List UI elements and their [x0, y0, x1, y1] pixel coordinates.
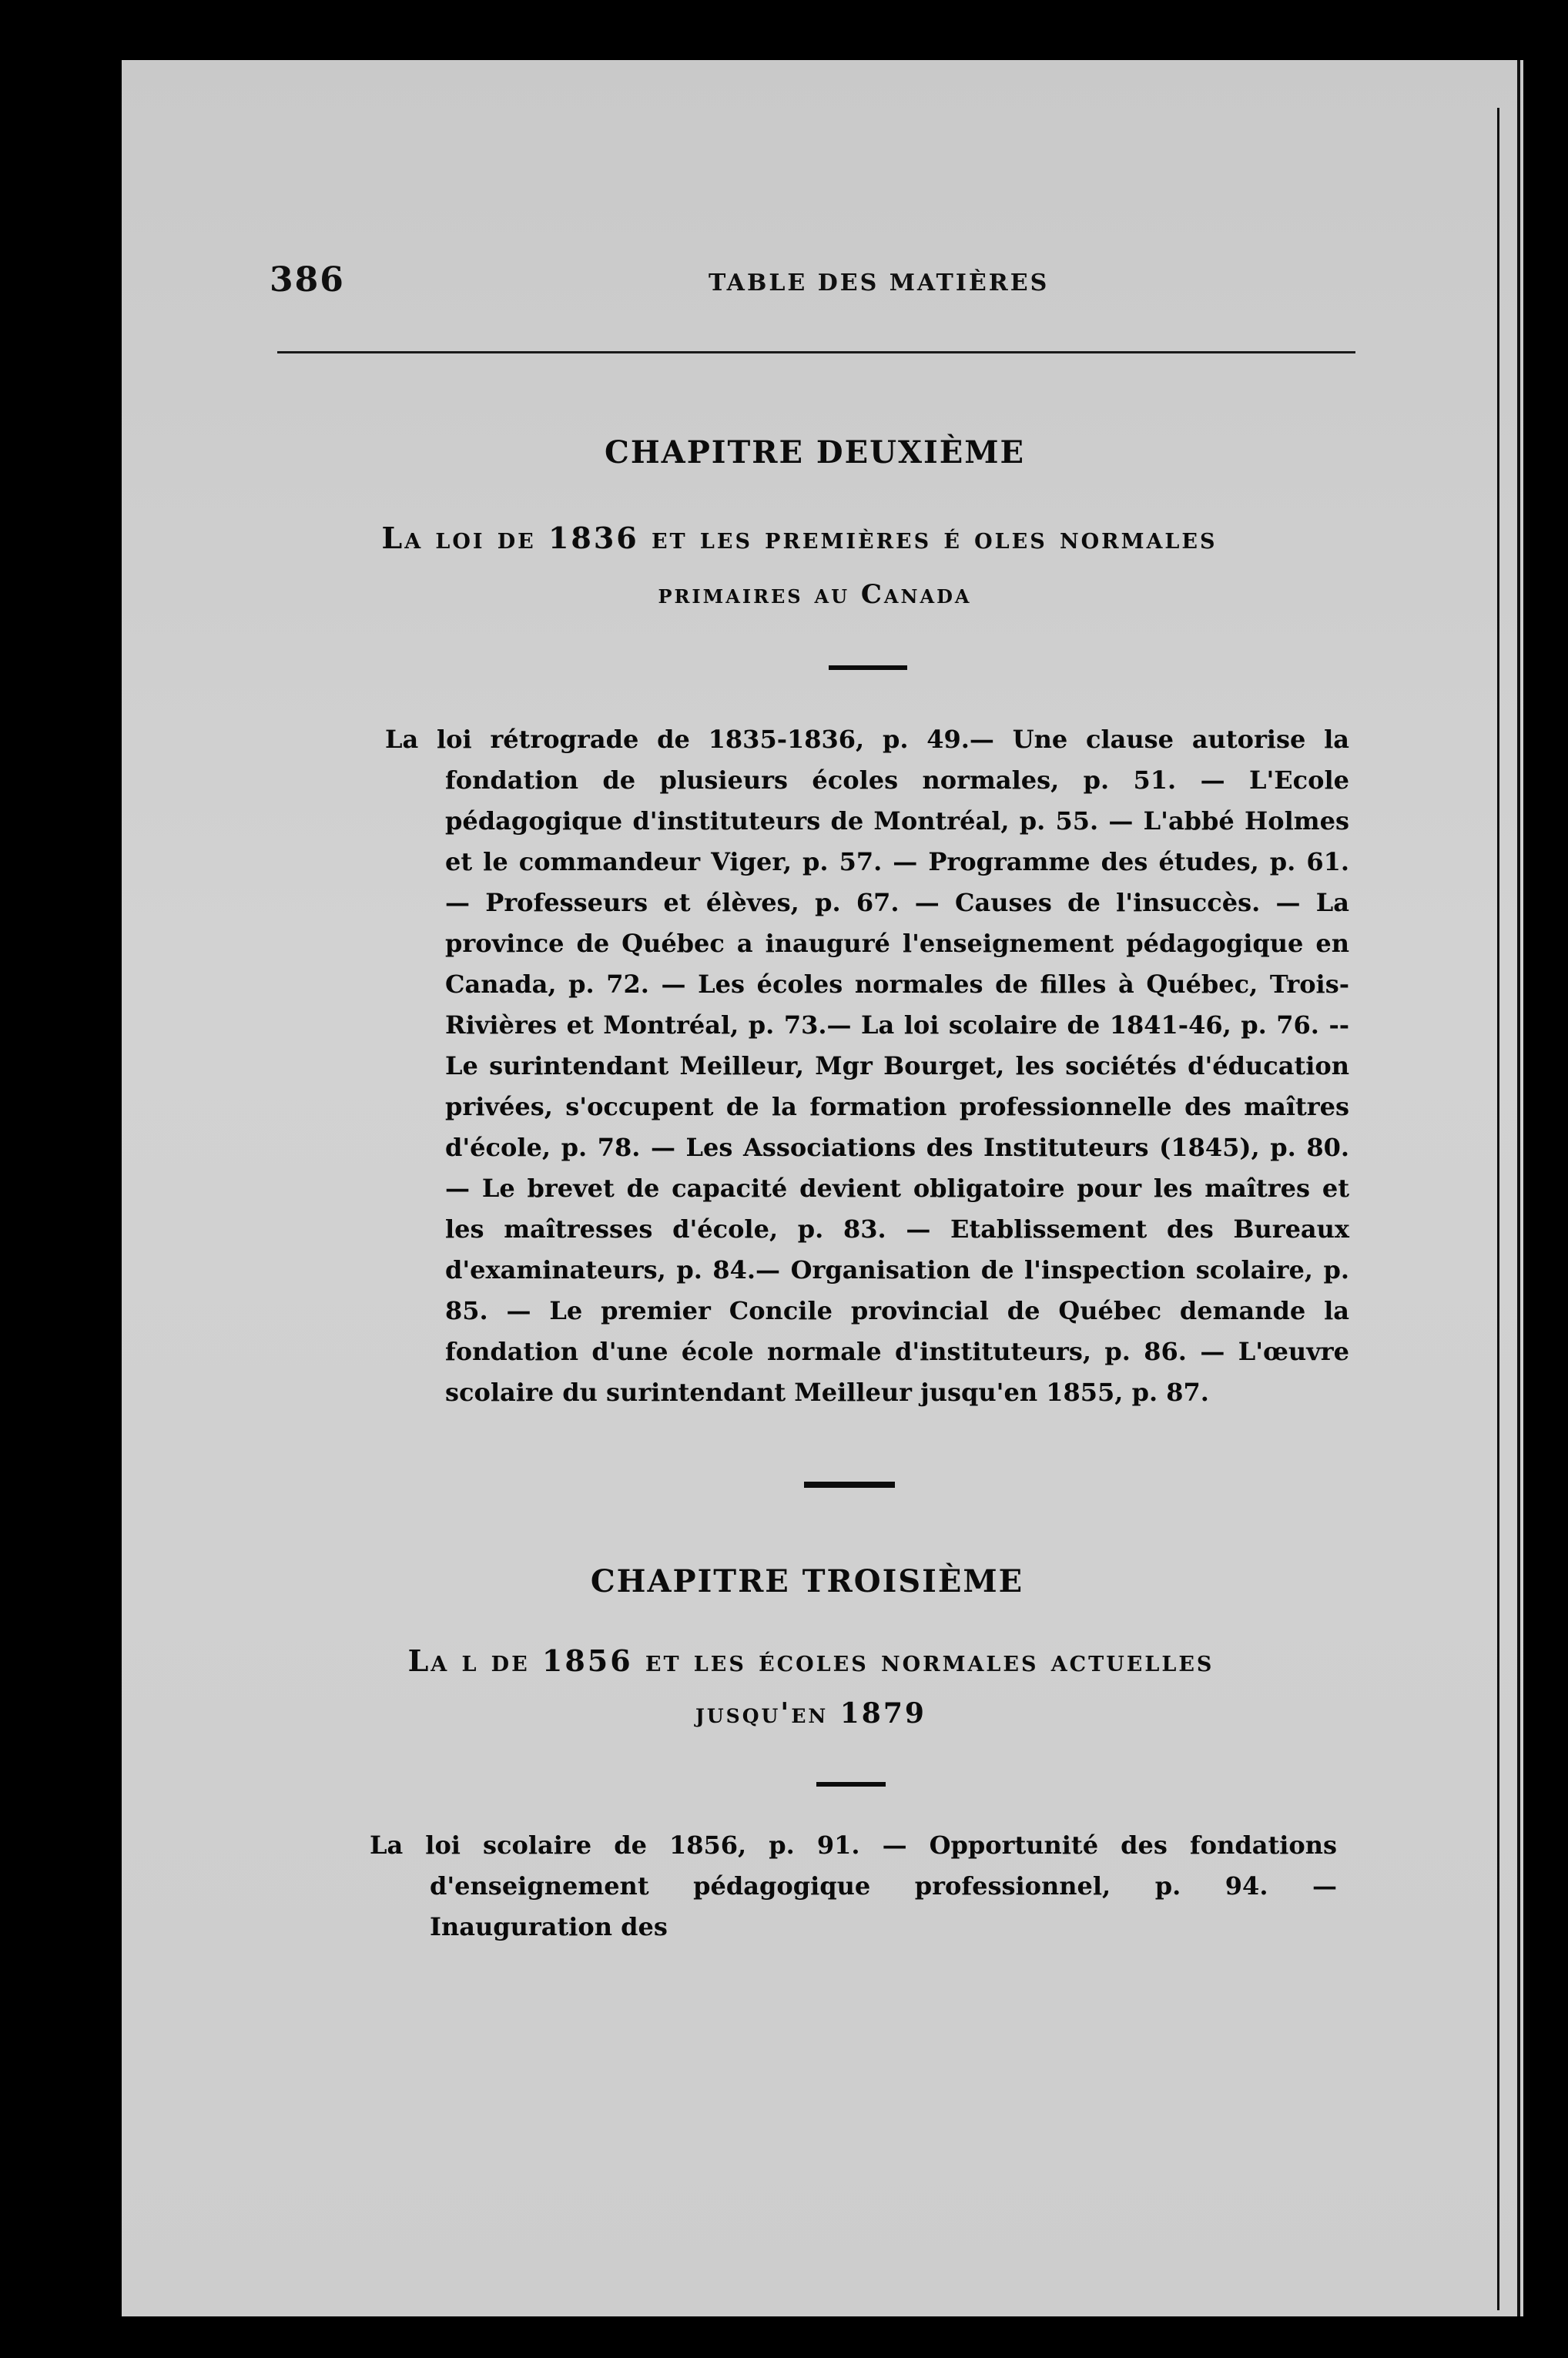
- chapter-subtitle: primaires au Canada: [658, 579, 972, 610]
- page-edge-line: [1517, 60, 1520, 2316]
- running-head: [270, 260, 1355, 306]
- running-title: TABLE DES MATIÈRES: [709, 270, 1050, 296]
- section-rule: [816, 1782, 886, 1787]
- header-rule: [277, 351, 1355, 353]
- chapter-summary: La loi scolaire de 1856, p. 91. — Opportunité des fondations d'enseignement pédagogique professionnel, p. 94. — Inauguration des: [370, 1830, 1337, 1941]
- page-number: 386: [270, 260, 345, 300]
- section-rule: [829, 665, 907, 670]
- chapter-subtitle: La l de 1856 et les écoles normales actuelles: [407, 1643, 1215, 1678]
- chapter-title: CHAPITRE TROISIÈME: [590, 1563, 1024, 1599]
- chapter-divider: [804, 1482, 895, 1488]
- chapter-subtitle: La loi de 1836 et les premières é oles normales: [381, 521, 1218, 555]
- chapter-subtitle: jusqu'en 1879: [695, 1697, 926, 1730]
- chapter-title: CHAPITRE DEUXIÈME: [605, 434, 1025, 471]
- chapter-summary: La loi rétrograde de 1835-1836, p. 49.— Une clause autorise la fondation de plusieurs écoles normales, p. 51. — L'Ecole pédagogique d'instituteurs de Montréal, p. 55. — L'abbé Holmes et le commandeur Viger, p. 57. — Programme des études, p. 61. — Professeurs et élèves, p. 67. — Causes de l'insuccès. — La province de Québec a inauguré l'enseignement pédagogique en Canada, p. 72. — Les écoles normales de filles à Québec, Trois-Rivières et Montréal, p. 73.— La loi scolaire de 1841-46, p. 76. -- Le surintendant Meilleur, Mgr Bourget, les sociétés d'éducation privées, s'occupent de la formation professionnelle des maîtres d'école, p. 78. — Les Associations des Instituteurs (1845), p. 80. — Le brevet de capacité devient obligatoire pour les maîtres et les maîtresses d'école, p. 83. — Etablissement des Bureaux d'examinateurs, p. 84.— Organisation de l'inspection scolaire, p. 85. — Le premier Concile provincial de Québec demande la fondation d'une école normale d'instituteurs, p. 86. — L'œuvre scolaire du surintendant Meilleur jusqu'en 1855, p. 87.: [385, 725, 1349, 1407]
